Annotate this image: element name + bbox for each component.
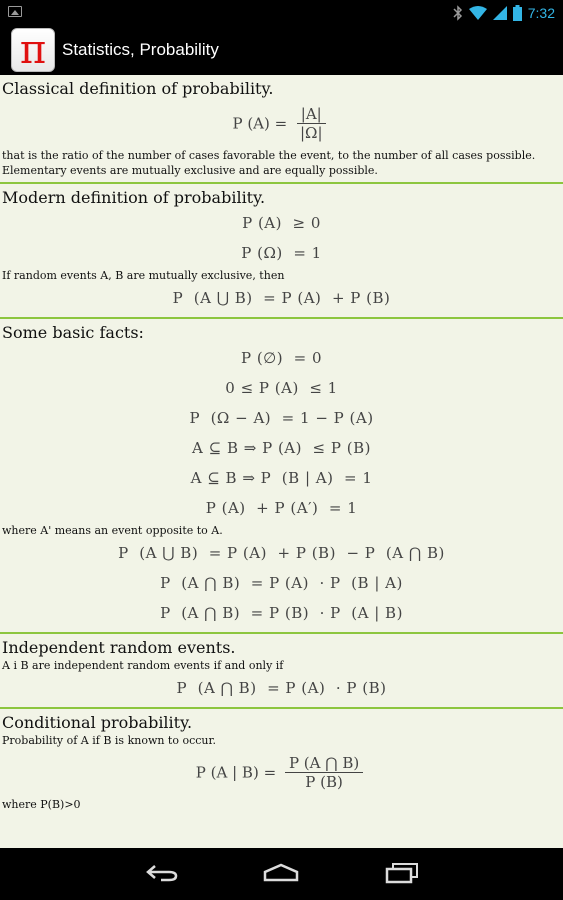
- section-modern-definition: [0, 184, 563, 319]
- formula: P (∅) = 0: [240, 349, 323, 367]
- formula: P (A) ≥ 0: [242, 214, 321, 232]
- formula: P (A ⋃ B) = P (A) + P (B): [172, 289, 391, 307]
- formula: P (Ω) = 1: [241, 244, 322, 262]
- section-independent-events: [0, 634, 563, 709]
- clock-time: 7:32: [527, 5, 555, 21]
- paragraph: Elementary events are mutually exclusive and are equally possible.: [2, 164, 378, 177]
- bluetooth-icon: [453, 5, 463, 21]
- content-scroll-area[interactable]: [0, 75, 563, 848]
- section-heading: Modern definition of probability.: [2, 188, 266, 207]
- formula-lhs: P (A | B) =: [195, 763, 277, 782]
- section-heading: Classical definition of probability.: [2, 79, 274, 98]
- wifi-icon: [469, 6, 487, 20]
- battery-icon: [513, 5, 522, 21]
- formula-classical: [0, 99, 563, 148]
- status-bar: [0, 0, 563, 25]
- formula: A ⊆ B ⇒ P (A) ≤ P (B): [192, 439, 371, 457]
- formula: P (A ⋂ B) = P (A) · P (B | A): [160, 574, 403, 592]
- action-bar: [0, 25, 563, 75]
- fraction-denominator: P (B): [305, 773, 343, 791]
- app-title: Statistics, Probability: [62, 40, 219, 59]
- navigation-bar: [0, 848, 563, 900]
- formula: 0 ≤ P (A) ≤ 1: [225, 379, 338, 397]
- formula: A ⊆ B ⇒ P (B | A) = 1: [190, 469, 373, 487]
- paragraph: Probability of A if B is known to occur.: [2, 734, 217, 747]
- section-conditional-probability: [0, 709, 563, 816]
- formula-conditional: [0, 748, 563, 797]
- section-basic-facts: [0, 319, 563, 634]
- paragraph: If random events A, B are mutually exclusive, then: [2, 269, 285, 282]
- fraction-numerator: |A|: [297, 105, 326, 124]
- formula: P (A ⋂ B) = P (A) · P (B): [176, 679, 387, 697]
- formula: P (A ⋂ B) = P (B) · P (A | B): [160, 604, 403, 622]
- section-heading: Independent random events.: [2, 638, 236, 657]
- home-icon: [262, 863, 300, 883]
- app-pi-icon[interactable]: π: [11, 28, 55, 72]
- recent-apps-icon: [384, 862, 420, 884]
- paragraph: that is the ratio of the number of cases favorable the event, to the number of all cases possible.: [2, 149, 536, 162]
- signal-icon: [493, 6, 507, 20]
- image-notification-icon: [8, 6, 22, 17]
- fraction: [285, 754, 363, 791]
- paragraph: where P(B)>0: [2, 798, 81, 811]
- paragraph: A i B are independent random events if and only if: [2, 659, 284, 672]
- back-icon: [145, 863, 179, 883]
- formula: P (A ⋃ B) = P (A) + P (B) − P (A ⋂ B): [118, 544, 445, 562]
- back-button[interactable]: [142, 858, 182, 888]
- section-heading: Some basic facts:: [2, 323, 144, 342]
- fraction-denominator: |Ω|: [299, 124, 323, 142]
- section-classical-definition: [0, 75, 563, 184]
- paragraph: where A' means an event opposite to A.: [2, 524, 223, 537]
- formula-lhs: P (A) =: [232, 114, 288, 133]
- formula: P (A) + P (A′) = 1: [205, 499, 358, 517]
- formula: P (Ω − A) = 1 − P (A): [189, 409, 374, 427]
- fraction-numerator: P (A ⋂ B): [285, 754, 363, 773]
- section-heading: Conditional probability.: [2, 713, 193, 732]
- status-icons: [453, 3, 555, 23]
- home-button[interactable]: [261, 858, 301, 888]
- fraction: [296, 105, 327, 142]
- recent-apps-button[interactable]: [382, 858, 422, 888]
